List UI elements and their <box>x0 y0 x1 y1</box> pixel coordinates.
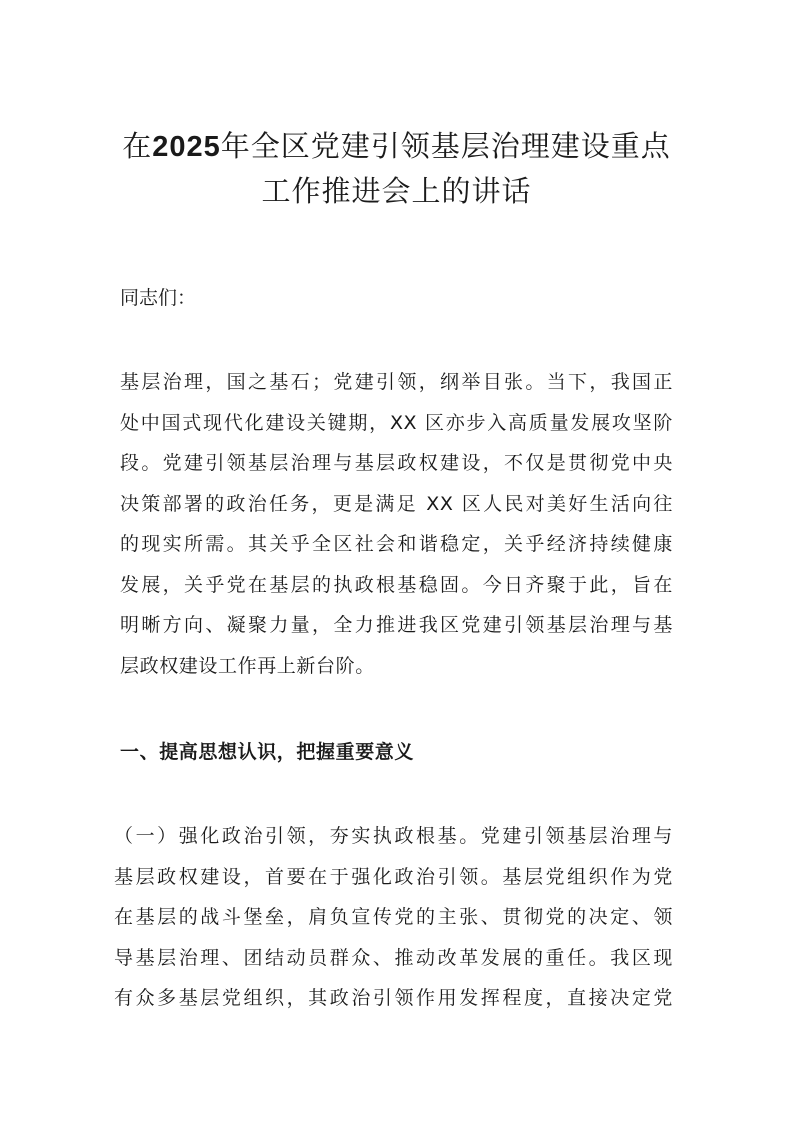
paragraph-line: 决策部署的政治任务，更是满足 XX 区人民对美好生活向往 <box>120 492 673 515</box>
intro-paragraph <box>120 362 673 686</box>
paragraph-line: 明晰方向、凝聚力量，全力推进我区党建引领基层治理与基 <box>120 614 673 636</box>
paragraph-line: 基层政权建设，首要在于强化政治引领。基层党组织作为党 <box>114 865 673 888</box>
paragraph-line: 发展，关乎党在基层的执政根基稳固。今日齐聚于此，旨在 <box>120 573 673 596</box>
title-prefix: 在 <box>122 129 153 163</box>
title-line-2: 工作推进会上的讲话 <box>261 174 532 208</box>
paragraph-line: 处中国式现代化建设关键期，XX 区亦步入高质量发展攻坚阶 <box>120 411 673 434</box>
title-suffix: 年全区党建引领基层治理建设重点 <box>220 129 671 163</box>
paragraph-line: （一）强化政治引领，夯实执政根基。党建引领基层治理与 <box>114 825 673 847</box>
section-heading: 一、提高思想认识，把握重要意义 <box>120 741 415 763</box>
salutation: 同志们： <box>120 287 197 309</box>
paragraph-line: 的现实所需。其关乎全区社会和谐稳定，关乎经济持续健康 <box>120 533 673 555</box>
paragraph-line: 在基层的战斗堡垒，肩负宣传党的主张、贯彻党的决定、领 <box>114 906 673 928</box>
paragraph-line: 导基层治理、团结动员群众、推动改革发展的重任。我区现 <box>114 946 673 969</box>
paragraph-line: 有众多基层党组织，其政治引领作用发挥程度，直接决定党 <box>114 987 673 1009</box>
paragraph-line: 段。党建引领基层治理与基层政权建设，不仅是贯彻党中央 <box>120 452 673 474</box>
paragraph-line: 层政权建设工作再上新台阶。 <box>120 654 375 677</box>
sub-paragraph <box>114 816 673 1019</box>
title-line-1 <box>120 125 673 168</box>
paragraph-line: 基层治理，国之基石；党建引领，纲举目张。当下，我国正 <box>120 371 673 393</box>
title-year: 2025 <box>152 131 221 163</box>
document-title <box>120 125 673 212</box>
